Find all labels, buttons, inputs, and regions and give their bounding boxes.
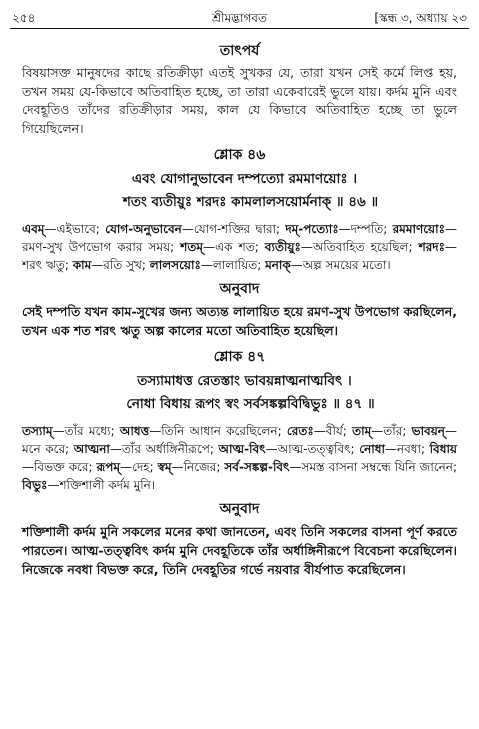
synonym-meaning: —দম্পতি; xyxy=(338,222,393,236)
synonym-meaning: —যোগ-শক্তির দ্বারা; xyxy=(181,222,286,236)
synonym-word: যোগ-অনুভাবেন xyxy=(105,222,182,236)
synonym-word: এবম্ xyxy=(22,222,45,236)
synonym-meaning: —দেহ; xyxy=(120,460,158,474)
synonym-meaning: —লালায়িত; xyxy=(200,258,266,272)
sloka-46-verse xyxy=(22,168,457,214)
sloka-46-line-1: এবং যোগানুভাবেন দম্পত্যো রমমাণয়োঃ । xyxy=(131,171,358,187)
synonym-word: মনাক্ xyxy=(265,258,291,272)
sloka-47-verse xyxy=(22,370,457,416)
synonym-meaning: —শরৎ ঋতু; xyxy=(22,240,457,272)
synonym-meaning: —বিভক্ত করে; xyxy=(22,460,97,474)
sloka-46-synonyms xyxy=(22,220,457,274)
synonym-word: দম্-পত্যোঃ xyxy=(285,222,339,236)
book-title: শ্রীমদ্ভাগবত xyxy=(211,11,267,25)
page-header xyxy=(10,6,469,28)
synonym-meaning: —আত্ম-তত্ত্ববিৎ; xyxy=(265,442,360,456)
synonym-word: লালসয়োঃ xyxy=(149,258,201,272)
synonym-word: আধত্ত xyxy=(119,424,150,438)
page-body xyxy=(22,36,457,587)
sloka-46-translation: সেই দম্পতি যখন কাম-সুখের জন্য অত্যন্ত লালায়িত হয়ে রমণ-সুখ উপভোগ করছিলেন, তখন এক শত শরৎ ঋতু অল্প কালের মতো অতিবাহিত হয়েছিল। xyxy=(22,304,457,338)
synonym-word: রূপম্ xyxy=(96,460,121,474)
synonym-meaning: —মনে করে; xyxy=(22,424,457,456)
synonym-word: আত্মনা xyxy=(73,442,110,456)
sloka-47-line-1: তস্যামাধত্ত রেতস্তাং ভাবয়ন্নাত্মনাত্মবিৎ । xyxy=(137,373,352,389)
synonym-word: তস্যাম্ xyxy=(22,424,53,438)
section-reference: [স্কন্ধ ৩, অধ্যায় ২৩ xyxy=(374,11,467,25)
synonym-word: রমমাণয়োঃ xyxy=(392,222,445,236)
page-number: ২৫৪ xyxy=(12,11,36,25)
sloka-47-translation: শক্তিশালী কর্দম মুনি সকলের মনের কথা জানতেন, এবং তিনি সকলের বাসনা পূর্ণ করতে পারতেন। আত্ম-তত্ত্ববিৎ কর্দম মুনি দেবহূতিকে তাঁর অর্ধাঙ্গিনীরূপে বিবেচনা করেছিলেন। নিজেকে নবধা বিভক্ত করে, তিনি দেবহূতির গর্ভে নয়বার বীর্যপাত করেছিলেন। xyxy=(22,524,457,577)
sloka-46-translation-heading: অনুবাদ xyxy=(219,281,260,297)
synonym-word: ব্যতীয়ুঃ xyxy=(264,240,301,254)
sloka-46-line-2: শতং ব্যতীয়ুঃ শরদঃ কামলালসয়োর্মনাক্ ॥ ৪৬ ॥ xyxy=(122,194,379,210)
sloka-46-heading: শ্লোক ৪৬ xyxy=(213,147,266,163)
header-divider xyxy=(10,28,469,29)
synonym-word: নোধা xyxy=(359,442,385,456)
synonym-meaning: —এইভাবে; xyxy=(44,222,106,236)
synonym-word: শরদঃ xyxy=(418,240,445,254)
synonym-meaning: —নিজের; xyxy=(171,460,225,474)
synonym-word: শতম্ xyxy=(180,240,204,254)
purport-heading: তাৎপর্য xyxy=(219,43,260,59)
synonym-word: সর্ব-সঙ্কল্প-বিৎ xyxy=(224,460,290,474)
sloka-47-synonyms xyxy=(22,422,457,494)
synonym-word: আত্ম-বিৎ xyxy=(218,442,266,456)
synonym-meaning: —রতি সুখ; xyxy=(91,258,150,272)
synonym-word: রেতঃ xyxy=(286,424,314,438)
synonym-word: বিধায় xyxy=(429,442,457,456)
synonym-meaning: —সমস্ত বাসনা সম্বন্ধে যিনি জানেন; xyxy=(289,460,458,474)
synonym-meaning: —তাঁর মধ্যে; xyxy=(52,424,120,438)
sloka-47-line-2: নোধা বিধায় রূপং স্বং সর্বসঙ্কল্পবিদ্বিভুঃ ॥ ৪৭ ॥ xyxy=(126,396,375,412)
synonym-meaning: —শক্তিশালী কর্দম মুনি। xyxy=(47,478,156,492)
synonym-meaning: —অতিবাহিত হয়েছিল; xyxy=(300,240,419,254)
synonym-meaning: —নবধা; xyxy=(384,442,430,456)
synonym-meaning: —তাঁর; xyxy=(371,424,412,438)
purport-text: বিষয়াসক্ত মানুষদের কাছে রতিক্রীড়া এতই সুখকর যে, তারা যখন সেই কর্মে লিপ্ত হয়, তখন সময় যে-কিভাবে অতিবাহিত হচ্ছে, তা তারা একেবারেই ভুলে যায়। কর্দম মুনি এবং দেবহূতিও তাঁদের রতিক্রীড়ার সময়, কাল যে কিভাবে অতিবাহিত হচ্ছে তা ভুলে গিয়েছিলেন। xyxy=(22,65,457,136)
synonym-word: বিভুঃ xyxy=(22,478,48,492)
synonym-word: স্বম্ xyxy=(157,460,172,474)
synonym-meaning: —অল্প সময়ের মতো। xyxy=(290,258,391,272)
synonym-meaning: —তাঁর অর্ধাঙ্গিনীরূপে; xyxy=(109,442,219,456)
synonym-word: তাম্ xyxy=(352,424,372,438)
synonym-meaning: —বীর্য; xyxy=(313,424,353,438)
synonym-word: ভাবয়ন্ xyxy=(411,424,445,438)
synonym-meaning: —রমণ-সুখ উপভোগ করার সময়; xyxy=(22,222,457,254)
sloka-47-heading: শ্লোক ৪৭ xyxy=(213,349,266,365)
sloka-47-translation-heading: অনুবাদ xyxy=(219,501,260,517)
synonym-word: কাম xyxy=(72,258,92,272)
synonym-meaning: —এক শত; xyxy=(203,240,265,254)
synonym-meaning: —তিনি আধান করেছিলেন; xyxy=(149,424,287,438)
